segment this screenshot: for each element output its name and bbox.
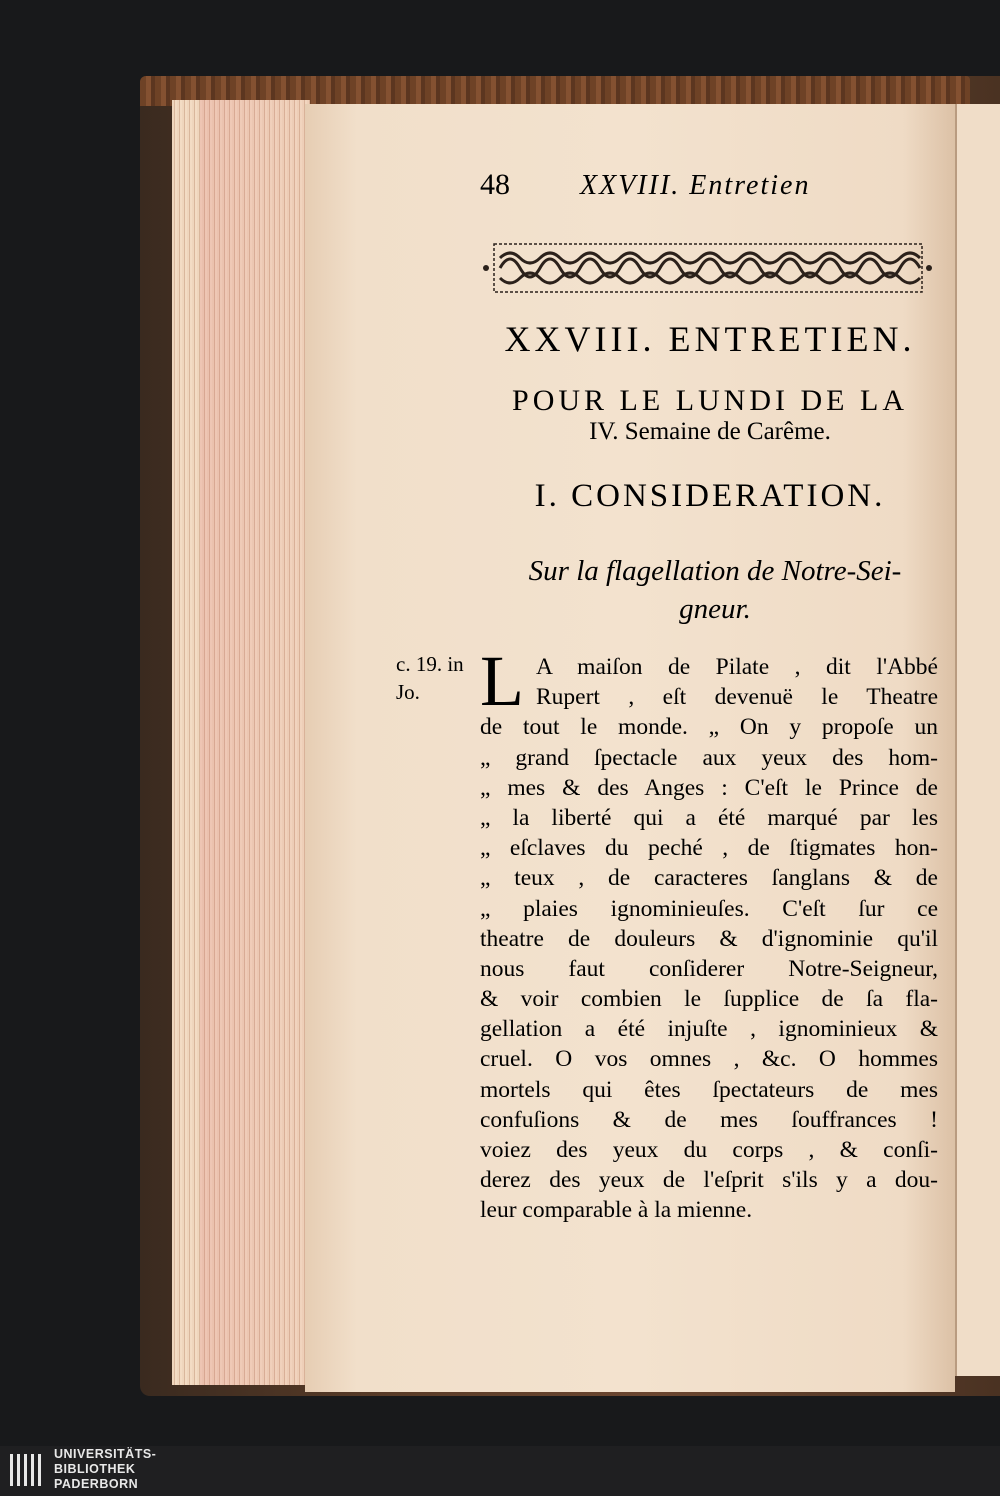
logo-line: BIBLIOTHEK [54, 1462, 136, 1476]
body-line: & voir combien le ſupplice de ſa fla- [480, 986, 938, 1013]
body-line: A maiſon de Pilate , dit l'Abbé [536, 654, 938, 680]
body-line: voiez des yeux du corps , & conſi- [480, 1137, 938, 1163]
logo-line: PADERBORN [54, 1477, 139, 1491]
running-title: XXVIII. Entretien [580, 170, 811, 201]
body-line: cruel. O vos omnes , &c. O hommes [480, 1046, 938, 1073]
chapter-subtitle-week: IV. Semaine de Carême. [589, 418, 831, 445]
body-line: theatre de douleurs & d'ignominie qu'il [480, 925, 938, 952]
body-line: „ grand ſpectacle aux yeux des hom- [480, 744, 938, 771]
section-topic [490, 552, 940, 628]
margin-reference-line: c. 19. in [396, 652, 464, 676]
facing-page-edge [955, 104, 1000, 1376]
body-line: leur comparable à la mienne. [480, 1197, 753, 1224]
margin-reference [396, 650, 481, 706]
library-footer [0, 1446, 1000, 1496]
body-line: de tout le monde. „ On y propoſe un [480, 714, 938, 741]
running-head [480, 168, 940, 208]
body-line: „ mes & des Anges : C'eſt le Prince de [480, 774, 938, 801]
body-line: nous faut conſiderer Notre-Seigneur, [480, 955, 938, 982]
page-number: 48 [480, 168, 510, 201]
body-line: „ teux , de caracteres ſanglans & de [480, 865, 938, 892]
chapter-title: XXVIII. ENTRETIEN. [504, 319, 916, 359]
body-line: gellation a été injuſte , ignominieux & [480, 1016, 938, 1043]
library-logo-text [54, 1447, 156, 1492]
library-logo-icon [8, 1448, 48, 1492]
body-line: confuſions & de mes ſouffrances ! [480, 1106, 938, 1133]
ornamental-band [480, 240, 935, 296]
margin-reference-line: Jo. [396, 680, 420, 704]
body-line: „ eſclaves du peché , de ſtigmates hon- [480, 835, 938, 862]
topic-line: Sur la flagellation de Notre-Sei- [528, 555, 902, 587]
chapter-subtitle: POUR LE LUNDI DE LA [512, 384, 908, 417]
drop-cap: L [480, 641, 524, 721]
body-line: „ plaies ignominieuſes. C'eſt ſur ce [480, 895, 938, 922]
body-line: Rupert , eſt devenuë le Theatre [536, 684, 938, 711]
body-text [480, 652, 938, 1226]
topic-line: gneur. [679, 593, 751, 625]
body-line: mortels qui êtes ſpectateurs de mes [480, 1076, 938, 1103]
body-line: „ la liberté qui a été marqué par les [480, 804, 938, 831]
logo-line: UNIVERSITÄTS- [54, 1447, 157, 1461]
section-heading: I. CONSIDERATION. [534, 478, 886, 514]
red-edge-tint [200, 100, 310, 1385]
body-line: derez des yeux de l'eſprit s'ils y a dou- [480, 1167, 938, 1194]
